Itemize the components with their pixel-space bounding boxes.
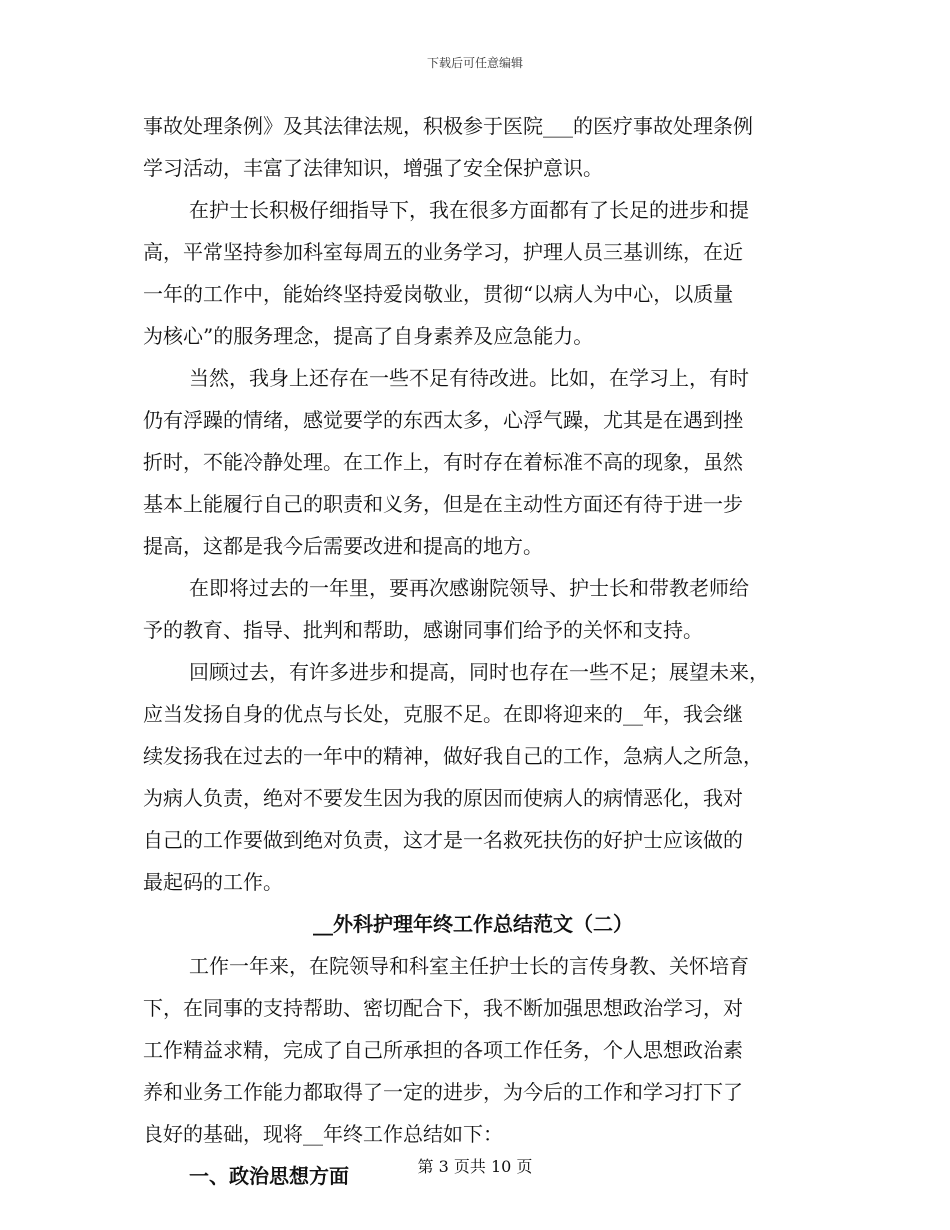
- body-line: 学习活动，丰富了法律知识，增强了安全保护意识。: [143, 156, 603, 180]
- paragraph-start-line: 工作一年来，在院领导和科室主任护士长的言传身教、关怀培育: [189, 954, 749, 978]
- body-line: 高，平常坚持参加科室每周五的业务学习，护理人员三基训练，在近: [143, 240, 743, 264]
- body-line: 仍有浮躁的情绪，感觉要学的东西太多，心浮气躁，尤其是在遇到挫: [143, 408, 743, 432]
- body-line: 应当发扬自身的优点与长处，克服不足。在即将迎来的__年，我会继: [143, 702, 743, 726]
- body-line: 续发扬我在过去的一年中的精神，做好我自己的工作，急病人之所急，: [143, 744, 763, 768]
- paragraph-start-line: 当然，我身上还存在一些不足有待改进。比如，在学习上，有时: [189, 366, 749, 390]
- subsection-heading: 一、政治思想方面: [189, 1164, 349, 1188]
- document-body: [143, 105, 803, 1197]
- page-footer: 第 3 页共 10 页: [417, 1157, 533, 1176]
- body-line: 折时，不能冷静处理。在工作上，有时存在着标准不高的现象，虽然: [143, 450, 743, 474]
- body-line: 自己的工作要做到绝对负责，这才是一名救死扶伤的好护士应该做的: [143, 828, 743, 852]
- body-line: 一年的工作中，能始终坚持爱岗敬业，贯彻“以病人为中心，以质量: [143, 282, 734, 306]
- body-line: 工作精益求精，完成了自己所承担的各项工作任务，个人思想政治素: [143, 1038, 743, 1062]
- paragraph-start-line: 在即将过去的一年里，要再次感谢院领导、护士长和带教老师给: [189, 576, 749, 600]
- body-line: 基本上能履行自己的职责和义务，但是在主动性方面还有待于进一步: [143, 492, 743, 516]
- body-line: 良好的基础，现将__年终工作总结如下：: [143, 1122, 503, 1146]
- paragraph-start-line: 回顾过去，有许多进步和提高，同时也存在一些不足；展望未来，: [189, 660, 769, 684]
- body-line: 为核心”的服务理念，提高了自身素养及应急能力。: [143, 324, 594, 348]
- section-title: __外科护理年终工作总结范文（二）: [313, 912, 633, 936]
- body-line: 为病人负责，绝对不要发生因为我的原因而使病人的病情恶化，我对: [143, 786, 743, 810]
- body-line: 事故处理条例》及其法律法规，积极参于医院___的医疗事故处理条例: [143, 114, 753, 138]
- body-line: 下，在同事的支持帮助、密切配合下，我不断加强思想政治学习，对: [143, 996, 743, 1020]
- page-header: 下载后可任意编辑: [426, 56, 523, 70]
- body-line: 予的教育、指导、批判和帮助，感谢同事们给予的关怀和支持。: [143, 618, 703, 642]
- body-line: 最起码的工作。: [143, 870, 283, 894]
- paragraph-start-line: 在护士长积极仔细指导下，我在很多方面都有了长足的进步和提: [189, 198, 749, 222]
- body-line: 提高，这都是我今后需要改进和提高的地方。: [143, 534, 543, 558]
- body-line: 养和业务工作能力都取得了一定的进步，为今后的工作和学习打下了: [143, 1080, 743, 1104]
